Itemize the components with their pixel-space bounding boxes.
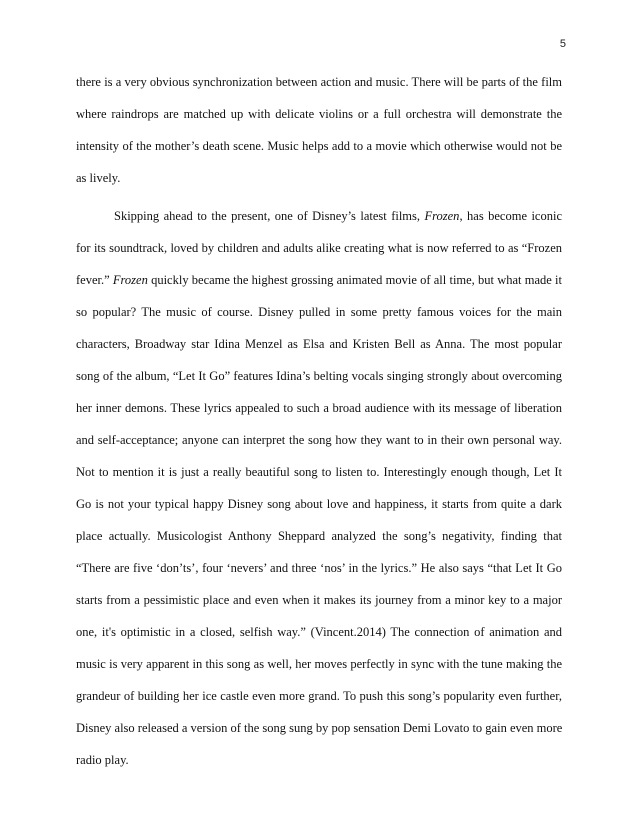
paragraph-2-line-5: characters, Broadway star Idina Menzel as Elsa and Kristen Bell as Anna. The most popular: [76, 337, 562, 351]
line-text-before-italic: fever.”: [76, 273, 113, 287]
film-title-italic: Frozen: [112, 273, 148, 287]
paragraph-2-line-4: so popular? The music of course. Disney pulled in some pretty famous voices for the main: [76, 305, 562, 319]
paragraph-2-line-10: Go is not your typical happy Disney song about love and happiness, it starts from quite a dark: [76, 497, 562, 511]
paragraph-2-line-12: “There are five ‘don’ts’, four ‘nevers’ and three ‘nos’ in the lyrics.” He also says “that Let It Go: [76, 561, 562, 575]
line-text-after-italic: , has become iconic: [459, 209, 563, 223]
paragraph-2-line-7: her inner demons. These lyrics appealed to such a broad audience with its message of liberation: [76, 401, 562, 415]
paragraph-2-line-3: [76, 272, 562, 288]
paragraph-2-line-15: music is very apparent in this song as well, her moves perfectly in sync with the tune making the: [76, 657, 562, 671]
paragraph-2-line-11: place actually. Musicologist Anthony Sheppard analyzed the song’s negativity, finding that: [76, 529, 562, 543]
paragraph-2-line-16: grandeur of building her ice castle even more grand. To push this song’s popularity even further,: [76, 689, 562, 703]
line-text-before-italic: Skipping ahead to the present, one of Disney’s latest films,: [114, 209, 425, 223]
paragraph-2-line-18: radio play.: [76, 753, 129, 767]
paragraph-2-line-17: Disney also released a version of the song sung by pop sensation Demi Lovato to gain even more: [76, 721, 563, 735]
paragraph-2-line-1: [114, 208, 562, 224]
paragraph-2-line-14: one, it's optimistic in a closed, selfish way.” (Vincent.2014) The connection of animation and: [76, 625, 562, 639]
paragraph-1-line-1: there is a very obvious synchronization between action and music. There will be parts of the film: [76, 75, 562, 89]
page-number: 5: [559, 38, 566, 50]
paragraph-2-line-8: and self-acceptance; anyone can interpret the song how they want to in their own personal way.: [76, 433, 562, 447]
paragraph-1-line-4: as lively.: [76, 171, 121, 185]
film-title-italic: Frozen: [424, 209, 460, 223]
paragraph-2-line-13: starts from a pessimistic place and even when it makes its journey from a minor key to a major: [76, 593, 562, 607]
line-text-after-italic: quickly became the highest grossing animated movie of all time, but what made it: [147, 273, 563, 287]
paragraph-1-line-2: where raindrops are matched up with delicate violins or a full orchestra will demonstrate the: [76, 107, 562, 121]
paragraph-1-line-3: intensity of the mother’s death scene. Music helps add to a movie which otherwise would not be: [76, 139, 562, 153]
paragraph-2-line-2: for its soundtrack, loved by children and adults alike creating what is now referred to as “Frozen: [76, 241, 562, 255]
paragraph-2-line-9: Not to mention it is just a really beautiful song to listen to. Interestingly enough though, Let It: [76, 465, 562, 479]
paragraph-2-line-6: song of the album, “Let It Go” features Idina’s belting vocals singing strongly about overcoming: [76, 369, 562, 383]
